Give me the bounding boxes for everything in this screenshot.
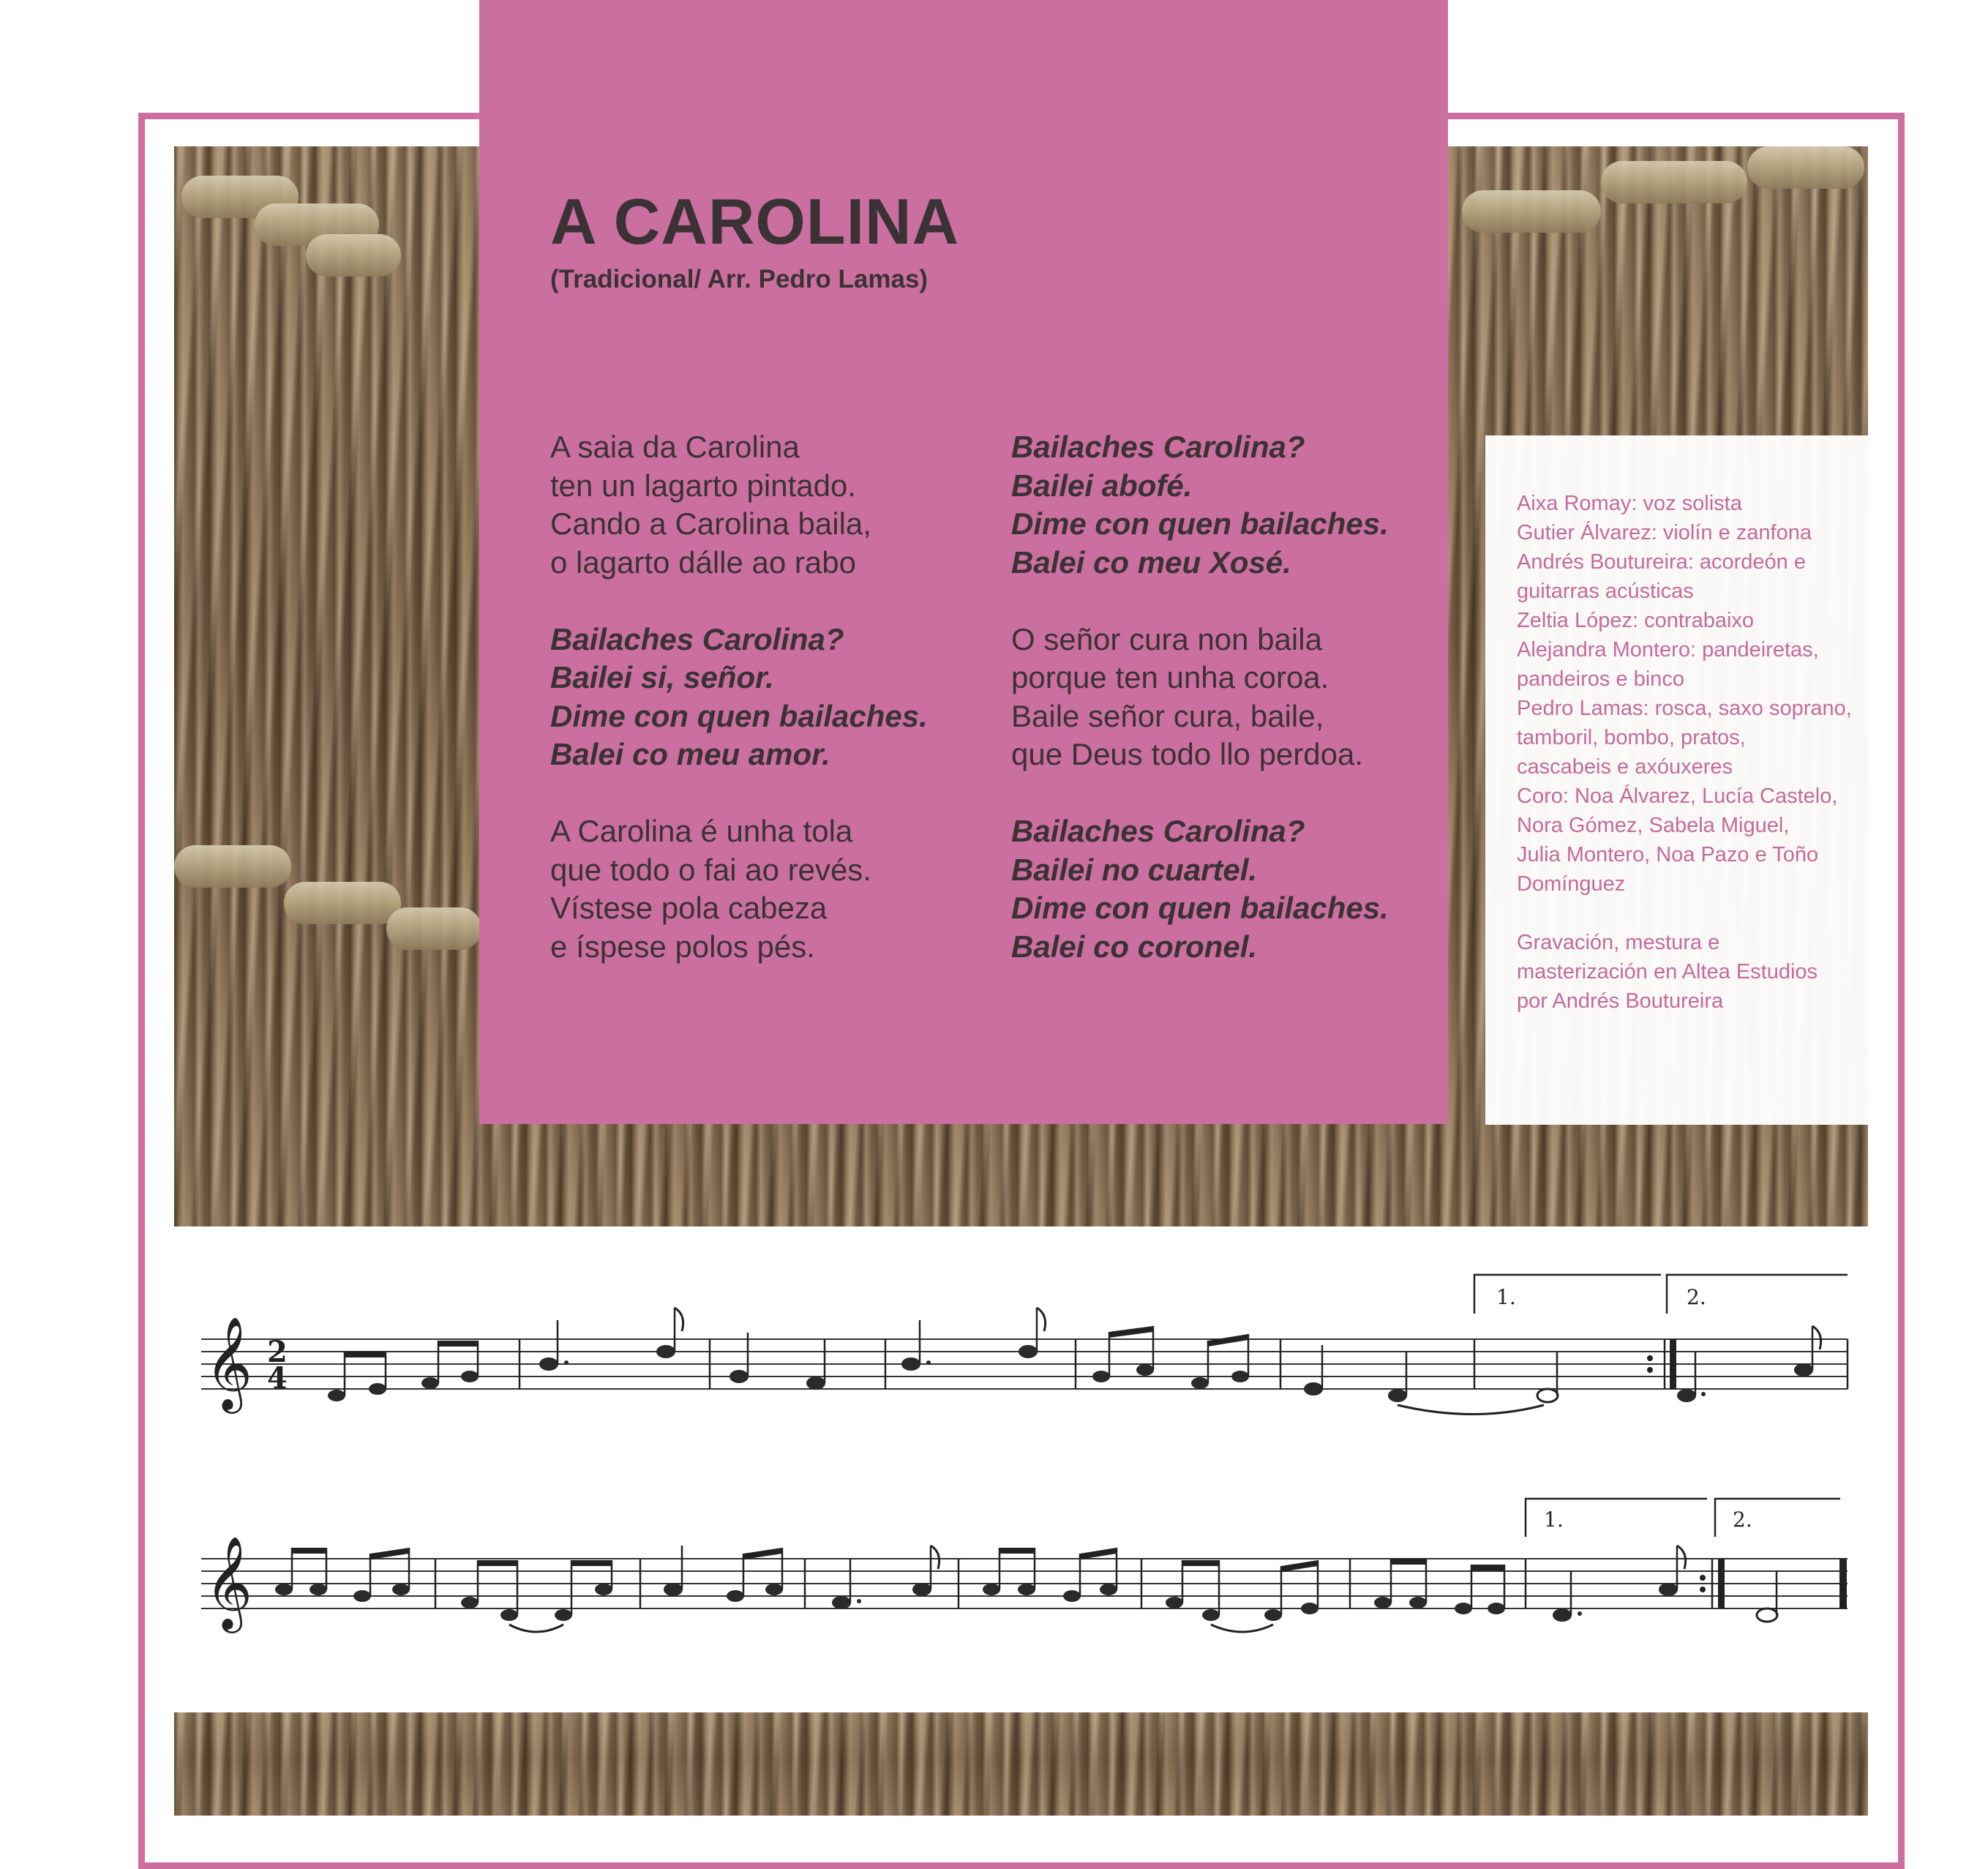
credit-line: masterización en Altea Estudios [1517,960,1818,984]
lyric-line: Balei co meu Xosé. [1011,544,1291,580]
lyric-line: porque ten unha coroa. [1011,660,1329,694]
staff-2 [198,1478,1851,1668]
lyric-line: O señor cura non baila [1011,621,1322,656]
credit-line: por Andrés Boutureira [1517,989,1724,1013]
lyric-line: ten un lagarto pintado. [550,468,856,503]
credit-line: Aixa Romay: voz solista [1517,492,1742,515]
stanza [550,428,1019,582]
credit-line: tamboril, bombo, pratos, [1517,726,1746,749]
time-signature-bottom: 4 [267,1361,288,1396]
lyric-line: Dime con quen bailaches. [1011,891,1389,925]
credit-line: pandeiros e binco [1517,667,1684,691]
lyric-line: Balei co meu amor. [550,737,830,771]
credit-line: Gravación, mestura e [1517,931,1720,954]
volta-1-label: 1. [1544,1507,1564,1532]
lyric-line: A saia da Carolina [550,430,800,464]
credit-line: guitarras acústicas [1517,580,1694,603]
treble-clef-icon: 𝄞 [205,1316,253,1409]
volta-2-label: 2. [1687,1285,1706,1309]
lyric-line: e íspese polos pés. [550,929,815,964]
lyric-line: Dime con quen bailaches. [550,698,928,733]
stanza [550,812,1019,966]
credit-line: Gutier Álvarez: violín e zanfona [1517,521,1812,544]
credits-text [1517,489,1861,1016]
score-line-1 [198,1259,1851,1449]
lyric-line: o lagarto dálle ao rabo [550,544,856,580]
staff-1 [198,1259,1851,1449]
lyric-line: Bailei si, señor. [550,660,774,694]
score-line-2 [198,1478,1851,1668]
reed-binding [386,907,481,950]
lyric-line: Bailei no cuartel. [1011,852,1258,887]
lyric-line: que todo o fai ao revés. [550,852,871,887]
chorus-stanza [550,621,1019,774]
reed-binding [174,845,291,888]
lyric-line: A Carolina é unha tola [550,814,853,848]
volta-1-label: 1. [1496,1285,1516,1309]
song-subtitle: (Tradicional/ Arr. Pedro Lamas) [550,265,929,293]
reed-binding [306,234,401,277]
lyric-line: Cando a Carolina baila, [550,506,871,541]
credit-line: Alejandra Montero: pandeiretas, [1517,638,1819,662]
credit-line: Zeltia López: contrabaixo [1517,609,1755,632]
credit-line: cascabeis e axóuxeres [1517,755,1733,779]
lyrics-column-right [1011,428,1479,1005]
lyric-line: que Deus todo llo perdoa. [1011,737,1364,771]
reed-binding [1462,190,1601,233]
chorus-stanza [1011,812,1479,966]
lyric-line: Bailaches Carolina? [550,621,844,656]
credit-line: Andrés Boutureira: acordeón e [1517,550,1806,574]
lyric-line: Vístese pola cabeza [550,891,828,925]
reed-binding [284,882,401,924]
spacer [1517,899,1861,928]
lyric-line: Baile señor cura, baile, [1011,698,1324,733]
credit-line: Nora Gómez, Sabela Miguel, [1517,814,1790,837]
credit-line: Pedro Lamas: rosca, saxo soprano, [1517,697,1852,720]
credit-line: Julia Montero, Noa Pazo e Toño [1517,843,1819,866]
lyric-line: Balei co coronel. [1011,929,1258,964]
chorus-stanza [1011,428,1479,582]
stanza [1011,621,1479,774]
reed-binding [1747,146,1864,189]
treble-clef-icon: 𝄞 [205,1535,253,1629]
lyric-line: Bailaches Carolina? [1011,430,1305,464]
time-signature-top: 2 [267,1335,288,1369]
reed-background-photo-bottom [174,1712,1868,1816]
volta-2-label: 2. [1733,1507,1752,1532]
lyrics-column-left [550,428,1019,1005]
credit-line: Coro: Noa Álvarez, Lucía Castelo, [1517,784,1838,808]
song-title: A CAROLINA [550,185,960,258]
credit-line: Domínguez [1517,872,1626,896]
reed-binding [1601,161,1747,203]
lyric-line: Bailaches Carolina? [1011,814,1305,848]
lyric-line: Dime con quen bailaches. [1011,506,1389,541]
lyric-line: Bailei abofé. [1011,468,1193,503]
